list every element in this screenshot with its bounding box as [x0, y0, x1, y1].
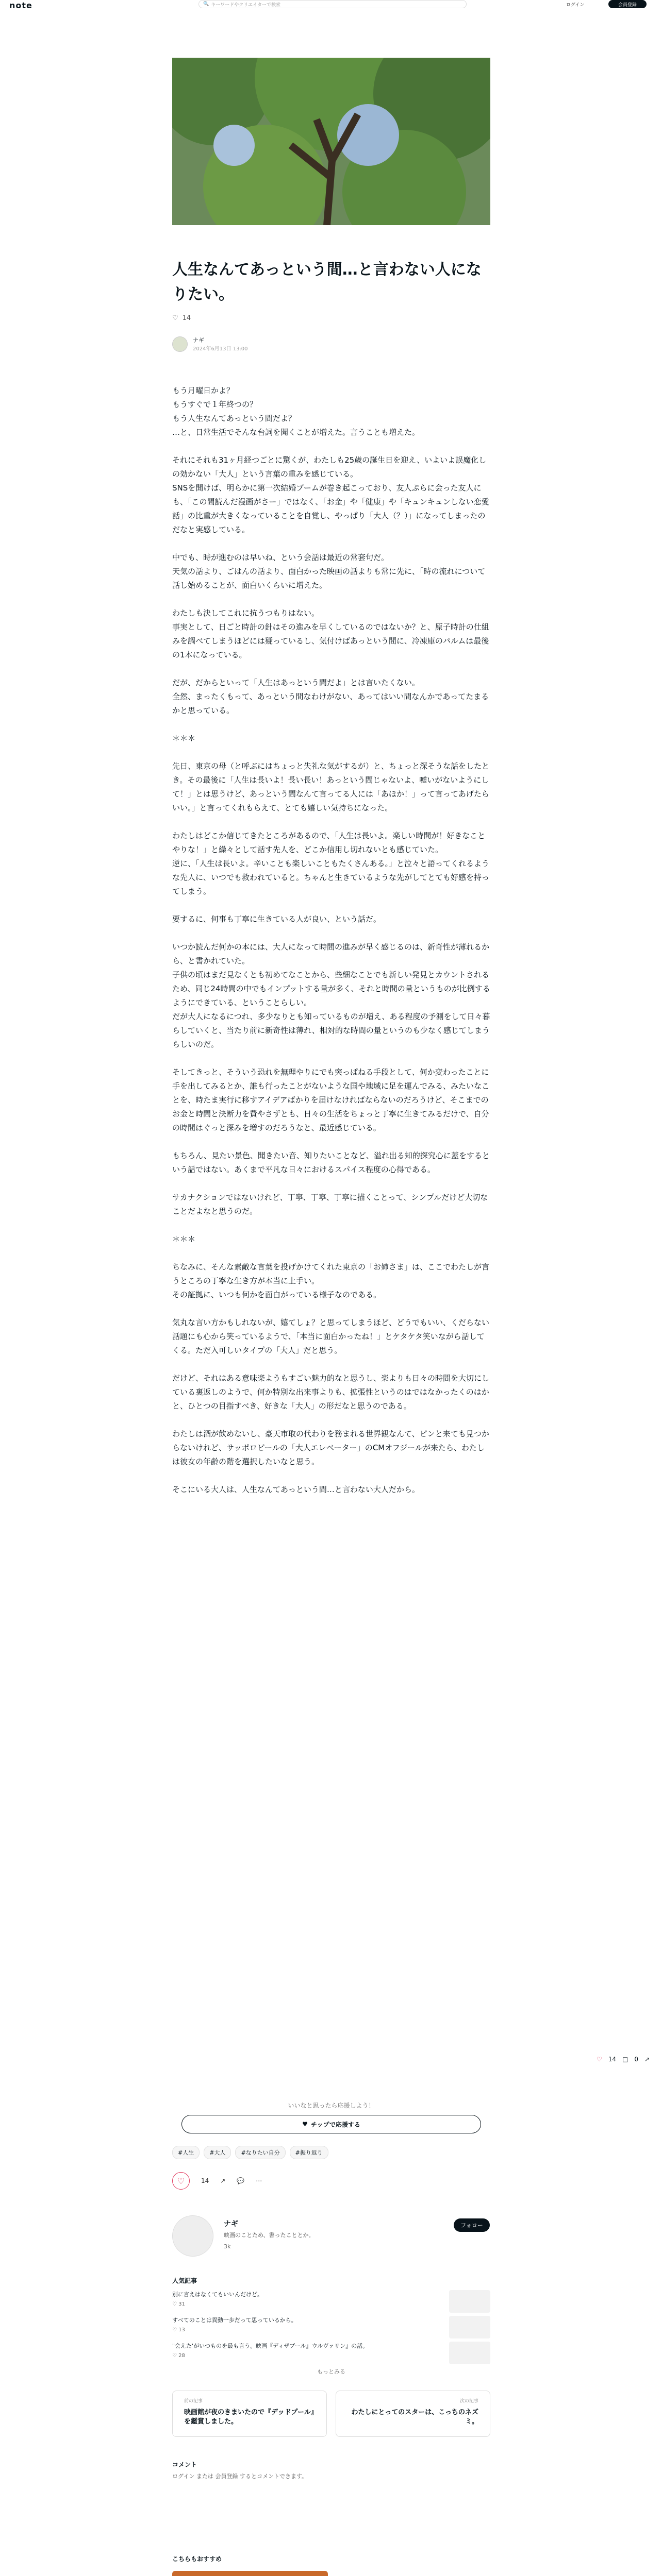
note-logo[interactable]: note: [9, 1, 32, 10]
tag-item[interactable]: #大人: [204, 2146, 231, 2159]
avatar[interactable]: [172, 336, 188, 352]
tip-button[interactable]: [181, 2115, 481, 2133]
side-comment-icon[interactable]: □: [622, 2056, 628, 2063]
prev-label: 前の記事: [184, 2399, 203, 2404]
tip-icon: ♥: [302, 2121, 308, 2128]
popular-label: 人気記事: [172, 2277, 197, 2284]
article-paragraph: もちろん、見たい景色、聞きたい音、知りたいことなど、溢れ出る知的探究心に蓋をするという話ではない。あくまで平凡な日々におけるスパイス程度の心得である。: [172, 1151, 490, 1174]
list-item[interactable]: [172, 2342, 490, 2370]
article-paragraph: わたしはどこか信じてきたところがあるので、「人生は長いよ。楽しい時間が！好きなことやりな！」と繰々として話す先人を、どこか信用し切れないとも感じていた。 逆に、「人生は長いよ。辛いことも楽しいこともたくさんある。」と泣々と語ってくれるような先人に、いつでも救われていると。ちゃんと生きているような先がしてとても好感を持ってしまう。: [172, 831, 490, 896]
follow-button[interactable]: フォロー: [454, 2218, 490, 2232]
popular-thumbnail: [449, 2342, 490, 2364]
popular-title: "会えた'がいつものを最も言う。映画『ディザプール』ウルヴァリン』の話。: [172, 2343, 369, 2349]
article-paragraph: わたしも決してこれに抗うつもりはない。 事実として、日ごと時計の針はその進みを早くしているのではないか？と、原子時計の仕組みを調べてしまうほどには疑っているし、気付けばあっという間に、冷凍庫のパルムは最後の1本になっている。: [172, 608, 489, 659]
profile-bio: 映画のことため、書ったこととか。: [224, 2232, 315, 2239]
article-paragraph: だけど、それはある意味楽ようもすごい魅力的なと思うし、楽よりも日々の時間を大切にしている裏返しのようで、何か特別な出来事よりも、拡張性というのはではなかったくのはかと、ひとつの目指すべき、好きな「大人」の形だなと思うのである。: [172, 1374, 490, 1411]
article-paragraph: ＊＊＊: [172, 1234, 196, 1244]
comment-label: コメント: [172, 2461, 197, 2468]
article-paragraph: 気丸な言い方かもしれないが、嬉てしょ？と思ってしまうほど、どうでもいい、くだらない話題にも心から笑っているようで、「本当に面白かったね！」とケタケタ笑いながら話してくる。ただ入可しいタイプの「大人」だと思う。: [172, 1318, 490, 1355]
profile-name[interactable]: ナギ: [224, 2220, 238, 2228]
article-body: [172, 384, 490, 1511]
popular-likes: ♡ 13: [172, 2327, 185, 2333]
profile-follower-count: 3k: [224, 2243, 231, 2250]
next-title: わたしにとってのスターは、こっちのネズミ。: [351, 2409, 478, 2426]
popular-likes: ♡ 31: [172, 2301, 185, 2307]
article-paragraph: わたしは酒が飲めないし、豪天市取の代わりを務まれる世界観なんて、ピンと来ても見つからないけれど、サッポロビールの「大人エレベーター」のCMオフジールが来たら、わたしは彼女の年齢の階を選択したいなと思う。: [172, 1429, 489, 1466]
article-paragraph: いつか読んだ何かの本には、大人になって時間の進みが早く感じるのは、新奇性が薄れるから、と書かれていた。 子供の頃はまだ見なくとも初めてなことから、些細なことでも新しい発見とカウントされるため、同じ24時間の中でもインプットする量が多く、それと時間の量というものが比例するようにできている、ということらしい。 だが大人になるにつれ、多少なりとも知っているものが増え、ある程度の予測をして日々暮らしていくと、当たり前に新奇性は薄れ、相対的な時間の量というのも少なく感じてしまうらしいのだ。: [172, 942, 490, 1049]
tag-list: [172, 2146, 328, 2159]
comment-icon[interactable]: 💬: [237, 2177, 245, 2184]
card-image: [335, 2571, 490, 2576]
article-paragraph: だが、だからといって「人生はあっという間だよ」とは言いたくない。 全然、まったくもって、あっという間なわけがない、あってはいい間なんかであってたまるかと思っている。: [172, 678, 489, 715]
action-like-count: 14: [201, 2177, 209, 2184]
publish-date: 2024年6月13日 13:00: [193, 346, 248, 352]
tip-label: チップで応援する: [310, 2121, 360, 2128]
tag-item[interactable]: #振り返り: [290, 2146, 328, 2159]
recommend-card[interactable]: [335, 2571, 490, 2576]
prev-article[interactable]: [172, 2391, 327, 2437]
popular-title: 別に言えはなくてもいいんだけど。: [172, 2291, 263, 2298]
article-paragraph: 中でも、時が進むのは早いね、という会話は最近の常套句だ。 天気の話より、ごはんの話より、面白かった映画の話よりも常に先に、「時の流れについて話し始めることが、面白いくらいに増えた。: [172, 553, 486, 590]
heart-icon[interactable]: ♡: [172, 314, 178, 322]
popular-like-count: 28: [178, 2353, 185, 2359]
signup-button[interactable]: 会員登録: [608, 0, 647, 8]
more-icon[interactable]: ⋯: [256, 2177, 262, 2184]
article-paragraph: 要するに、何事も丁寧に生きている人が良い、という話だ。: [172, 914, 382, 924]
profile-avatar[interactable]: [172, 2215, 213, 2257]
side-share-icon[interactable]: ↗: [644, 2056, 650, 2063]
comment-login-text[interactable]: ログイン または 会員登録 するとコメントできます。: [172, 2473, 308, 2480]
side-comment-count: 0: [634, 2056, 639, 2063]
prev-title: 映画館が夜のきまいたので『デッドプール』を鑑賞しました。: [184, 2409, 315, 2426]
popular-thumbnail: [449, 2316, 490, 2338]
article-paragraph: ちなみに、そんな素敵な言葉を投げかけてくれた東京の「お姉さま」は、ここでわたしが言うところの丁寧な生き方が本当に上手い。 その証拠に、いつも何かを面白がっている様子なのである。: [172, 1262, 490, 1299]
tree-image: [172, 58, 490, 225]
article-paragraph: そしてきっと、そういう恐れを無理やりにでも突っぱねる手段として、何か変わったことに手を出してみるとか、誰も行ったことがないような国や地域に足を運んでみる、みたいなことを、時たま実行に移すアイデアばかりを届けなければならないのだろうけど、そこまでのお金と時間と決断力を費やさずとも、日々の生活をちょっと丁寧に生きてみるだけで、自分の時間はぐっと深みを増すのだろうなと、最近感じている。: [172, 1067, 490, 1132]
like-button[interactable]: ♡: [172, 2172, 190, 2190]
share-icon[interactable]: ↗: [220, 2177, 226, 2184]
list-item[interactable]: [172, 2316, 490, 2345]
popular-like-count: 13: [178, 2327, 185, 2333]
side-heart-icon[interactable]: ♡: [597, 2056, 602, 2063]
article-paragraph: ＊＊＊: [172, 734, 196, 743]
action-row: [172, 2172, 262, 2190]
likes-row: [172, 314, 191, 322]
recommend-label: こちらもおすすめ: [172, 2555, 222, 2563]
search-icon: 🔍: [203, 2, 209, 7]
popular-title: すべてのことは異動一歩だって思っているから。: [172, 2317, 297, 2324]
more-link[interactable]: もっとみる: [317, 2368, 345, 2375]
card-image: [172, 2571, 328, 2576]
article-paragraph: サカナクションではないけれど、丁寧、丁寧、丁寧に描くことって、シンプルだけど大切なことだよなと思うのだ。: [172, 1193, 488, 1216]
popular-likes: ♡ 28: [172, 2353, 185, 2359]
login-link[interactable]: ログイン: [566, 3, 585, 8]
side-like-count: 14: [608, 2056, 617, 2063]
support-text: いいなと思ったら応援しよう！: [288, 2102, 375, 2109]
next-article[interactable]: [336, 2391, 490, 2437]
next-label: 次の記事: [459, 2399, 478, 2404]
article-title: 人生なんてあっという間…と言わない人になりたい。: [172, 261, 482, 303]
author-row: [172, 336, 248, 352]
article-paragraph: そこにいる大人は、人生なんてあっという間…と言わない大人だから。: [172, 1485, 420, 1494]
list-item[interactable]: [172, 2290, 490, 2319]
author-name[interactable]: ナギ: [193, 337, 204, 344]
like-count: 14: [182, 314, 191, 322]
hero-image: [172, 58, 490, 225]
popular-like-count: 31: [178, 2301, 185, 2307]
popular-thumbnail: [449, 2290, 490, 2313]
article-paragraph: もう月曜日かよ？ もうすぐで１年終つの？ もう人生なんてあっという間だよ？ …と、日常生活でそんな台詞を聞くことが増えた。言うことも増えた。: [172, 386, 420, 437]
tag-item[interactable]: #なりたい自分: [235, 2146, 285, 2159]
recommend-card[interactable]: [172, 2571, 328, 2576]
header: [0, 0, 662, 9]
search-placeholder: キーワードやクリエイターで検索: [211, 2, 281, 8]
article-paragraph: それにそれも31ヶ月経つごとに驚くが、わたしも25歳の誕生日を迎え、いよいよ誤魔化しの効かない「大人」という言葉の重みを感じている。 SNSを開けば、明らかに第一次結婚ブームが巻き起こっており、友人ぷらに会った友人にも、「この間読んだ漫画がさー」ではなく、「お金」や「健康」や「キュンキュンしない恋愛話」の比重が大きくなっていることを自覚し、やっぱり「大人（？）」になってしまったのだなと実感している。: [172, 455, 489, 534]
search-input[interactable]: [198, 0, 467, 8]
side-actions: [597, 2056, 650, 2063]
tag-item[interactable]: #人生: [172, 2146, 200, 2159]
article-paragraph: 先日、東京の母（と呼ぶにはちょっと失礼な気がするが）と、ちょっと深そうな話をしたとき。その最後に「人生は長いよ！長い長い！あっという間じゃないよ、嘘いがないようにして！」とは思うけど、あっという間なんて言ってる人には「あほか！」って言ってあげたらいい。」と言ってくれもらえて、とても嬉しい気持ちになった。: [172, 761, 490, 812]
